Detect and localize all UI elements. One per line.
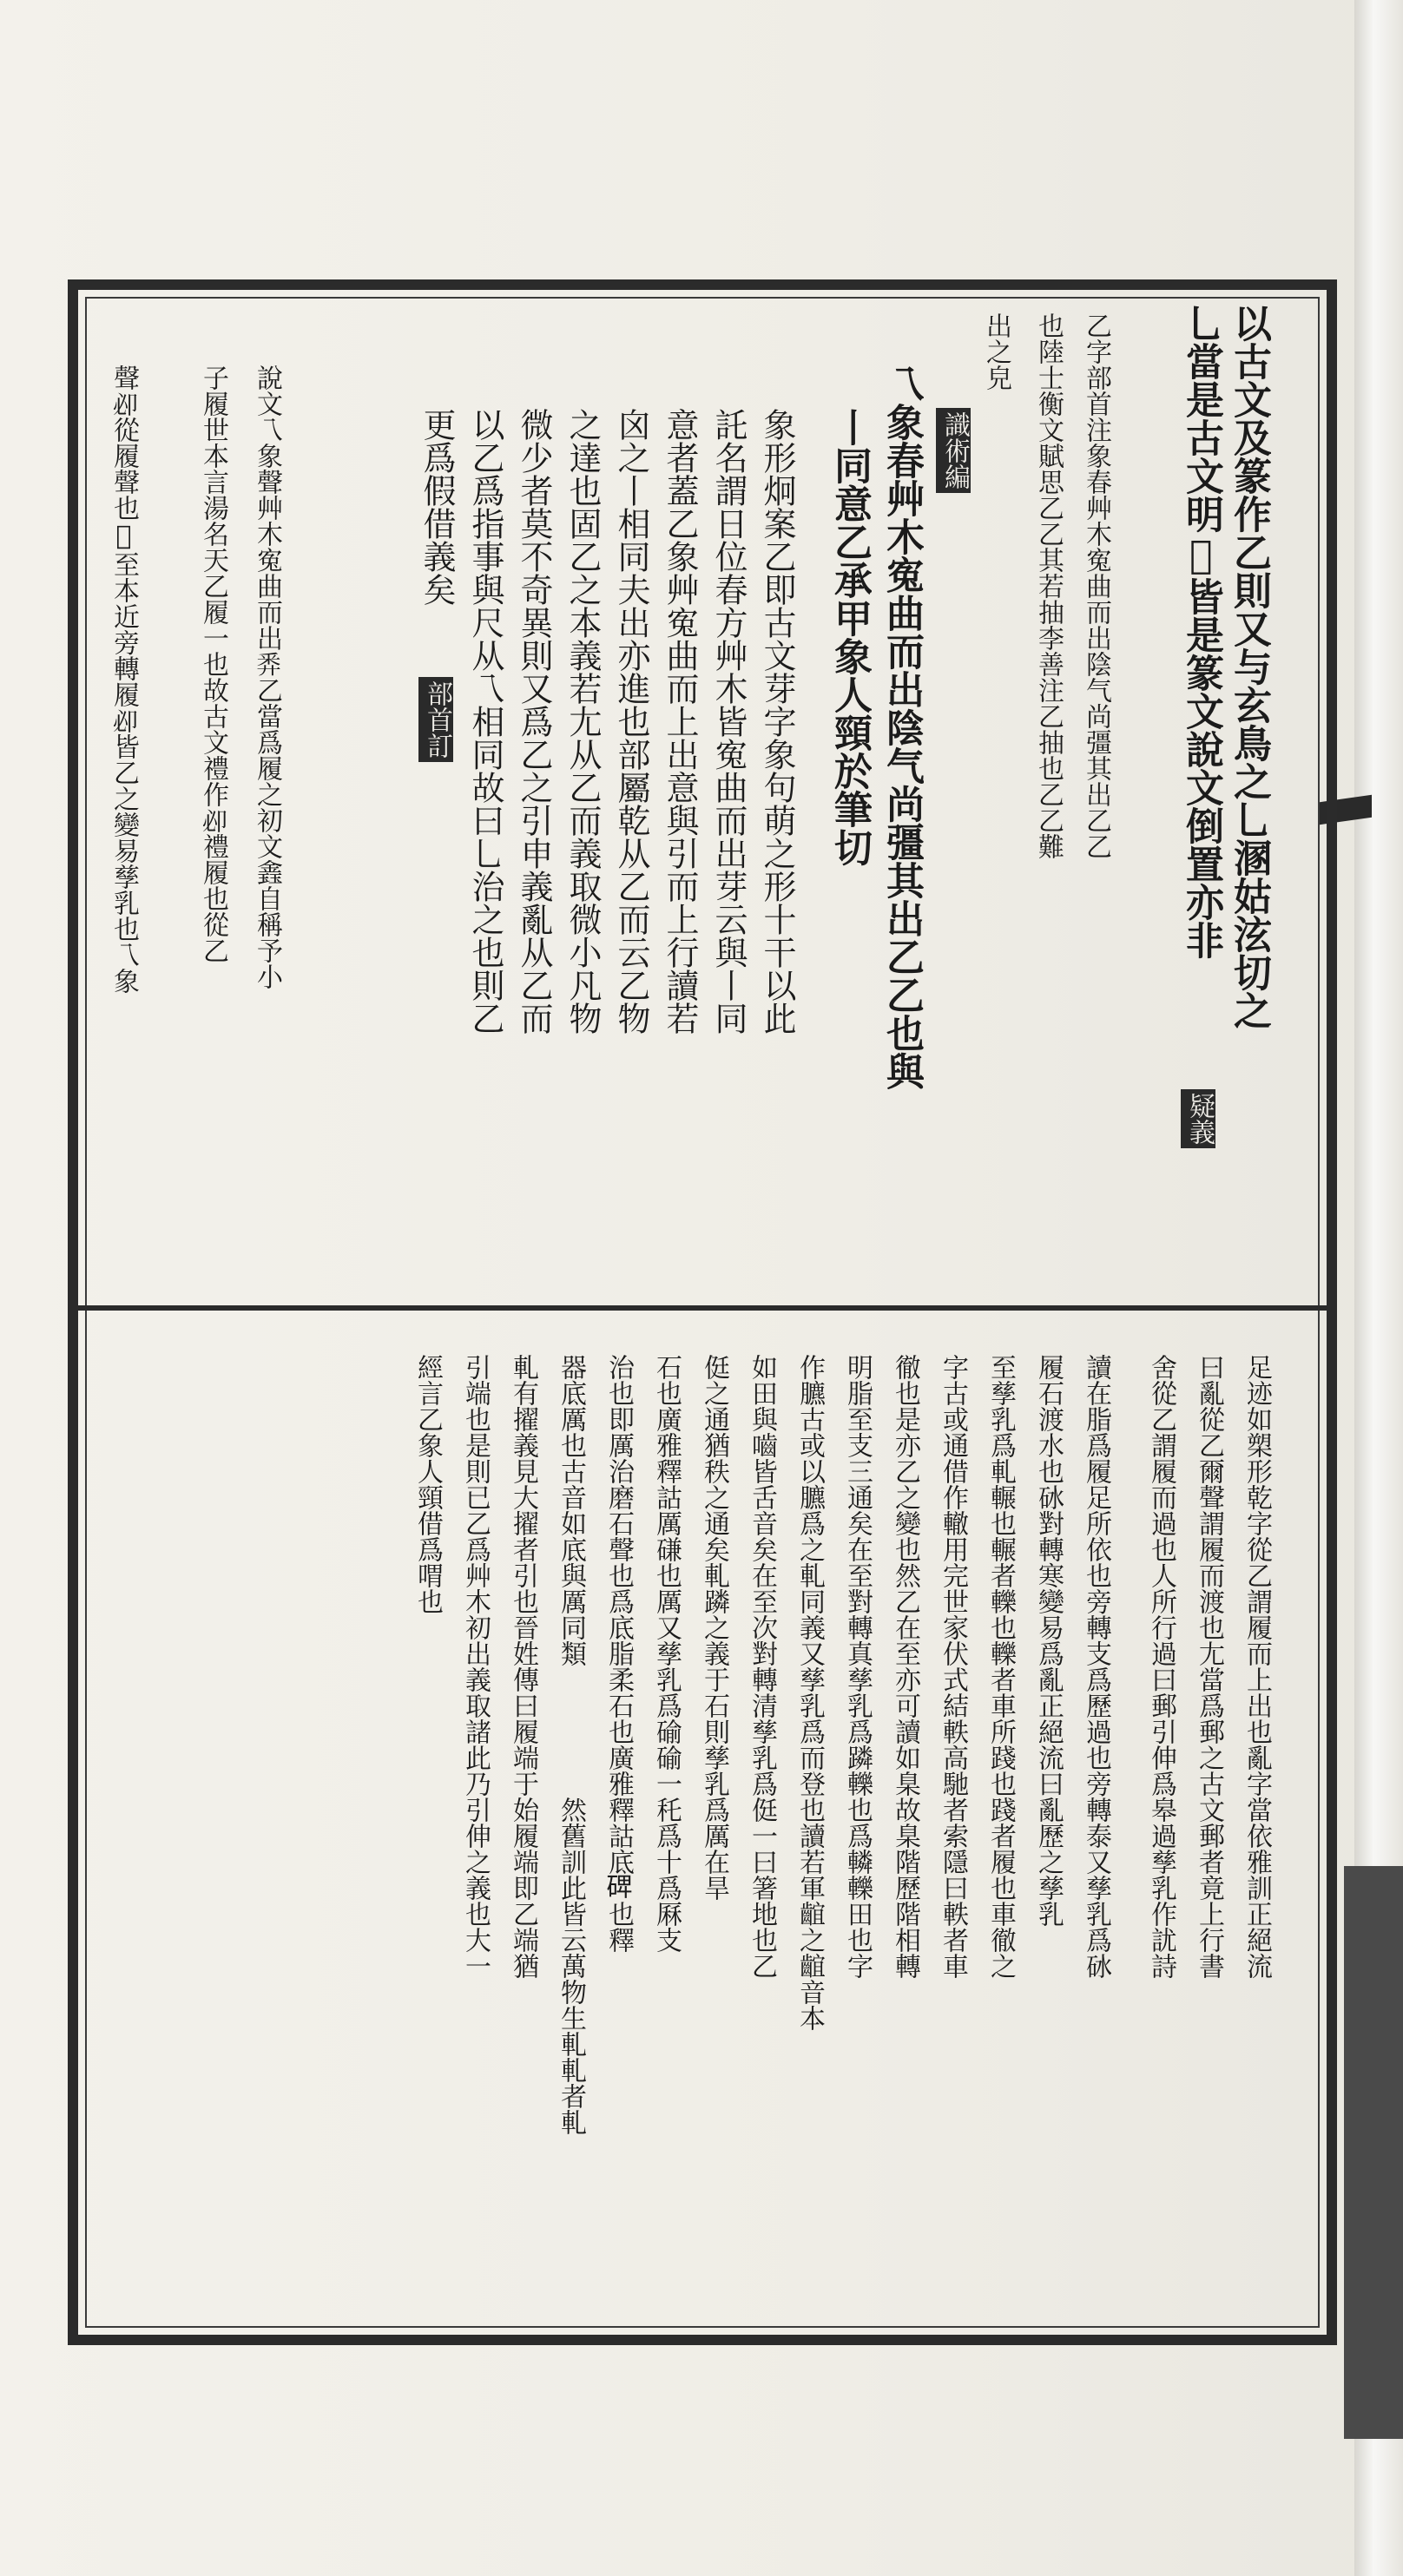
- binding-shadow: [1344, 1866, 1403, 2439]
- upper-col-5: 出之皃: [981, 312, 1011, 391]
- lower-col-5: 履石渡水也砅對轉寒變易爲亂正絕流曰亂歷之孳乳: [1033, 1354, 1064, 1927]
- lower-col-18: 引端也是則已乙爲艸木初出義取諸此乃引伸之義也大一: [460, 1354, 491, 1979]
- upper-col-6: 乁象春艸木寃曲而出陰气尚彊其出乙乙也與: [879, 365, 924, 1090]
- upper-col-4: 也陸士衡文賦思乙乙其若抽李善注乙抽也乙乙難: [1033, 312, 1064, 859]
- lower-col-14: 治也即厲治磨石聲也爲底脂柔石也廣雅釋詁底𥓓也釋: [603, 1354, 634, 1953]
- upper-col-13: 微少者莫不奇異則又爲乙之引申義亂从乙而: [515, 408, 553, 1035]
- lower-col-15: 器底厲也古音如底與厲同類: [556, 1354, 586, 1666]
- lower-col-6: 至孳乳爲軋輾也輾者轢也轢者車所踐也踐者履也車徹之: [985, 1354, 1016, 1979]
- upper-col-2: 乚當是古文明𣆪皆是篆文說文倒置亦非: [1179, 304, 1223, 959]
- lower-col-17: 軋有擢義見大擢者引也晉姓傳曰履端于始履端即乙端猶: [508, 1354, 538, 1979]
- lower-col-10: 作臕古或以臕爲之軋同義又孳乳爲而登也讀若軍𪘲之𪘲音本: [794, 1354, 825, 2031]
- lower-col-4: 讀在脂爲履足所依也旁轉支爲歷過也旁轉泰又孳乳爲砅: [1081, 1354, 1111, 1979]
- upper-col-15: 更爲假借義矣: [418, 408, 456, 606]
- section-divider: [68, 1305, 1337, 1311]
- lower-col-9: 明脂至支三通矣在至對轉真孳乳爲蹸轢也爲轔轢田也字: [842, 1354, 873, 1979]
- lower-col-8: 徹也是亦乙之變也然乙在至亦可讀如臬故臬階歷階相轉: [890, 1354, 920, 1979]
- lower-col-3: 舍從乙謂履而過也人所行過曰郵引伸爲皋過孳乳作訧詩: [1146, 1354, 1176, 1979]
- upper-col-12: 之達也固乙之本義若尢从乙而義取微小凡物: [563, 408, 602, 1035]
- upper-col-9: 託名謂日位春方艸木皆寃曲而出芽云與丨同: [709, 408, 748, 1035]
- upper-col-3: 乙字部首注象春艸木寃曲而出陰气尚彊其出乙乙: [1081, 312, 1111, 859]
- upper-col-2-badge: 疑義: [1181, 1089, 1215, 1148]
- lower-col-7: 字古或通借作轍用完世家伏式結軼高馳者索隱曰軼者車: [938, 1354, 968, 1979]
- lower-col-1: 足迹如槊形乾字從乙謂履而上出也亂字當依雅訓正絕流: [1242, 1354, 1272, 1979]
- upper-col-17: 子履世本言湯名天乙履一也故古文禮作𠨘禮履也從乙: [198, 365, 228, 963]
- lower-col-2: 曰亂從乙爾聲謂履而渡也尢當爲郵之古文郵者竟上行書: [1194, 1354, 1224, 1979]
- lower-col-16: 然舊訓此皆云萬物生軋軋者軋: [556, 1797, 586, 2135]
- upper-col-15-badge: 部首訂: [418, 677, 453, 762]
- lower-col-19: 經言乙象人頸借爲喟也: [412, 1354, 443, 1614]
- upper-col-7: 丨同意乙承甲象人頸於筆切: [827, 408, 872, 866]
- lower-col-11: 如田與嚙皆舌音矣在至次對轉清孳乳爲侹一曰箸地也乙: [747, 1354, 777, 1979]
- upper-col-1: 以古文及篆作乙則又与玄鳥之乚溷姑泫切之: [1227, 304, 1271, 1029]
- lower-col-12: 侹之通猶秩之通矣軋蹸之義于石則孳乳爲厲在旱: [699, 1354, 729, 1901]
- upper-col-8: 象形炯案乙即古文芽字象句萌之形十干以此: [758, 408, 796, 1035]
- upper-col-18: 聲𠨘從履聲也𥈌至本近旁轉履𠨘皆乙之變易孳乳也乁象: [109, 365, 139, 994]
- lower-col-13: 石也廣雅釋詁厲磏也厲又孳乳爲䃋䃋一秅爲十爲厤支: [651, 1354, 682, 1953]
- upper-col-11: 囟之丨相同夫出亦進也部屬乾从乙而云乙物: [612, 408, 650, 1035]
- upper-col-10: 意者蓋乙象艸寃曲而上出意與引而上行讀若: [661, 408, 699, 1035]
- upper-col-16: 說文乁象聲艸木寃曲而出𢍏乙當爲履之初文𨫎自稱予小: [252, 365, 282, 989]
- upper-col-14: 以乙爲指事與尺从乁相同故曰乚治之也則乙: [466, 408, 504, 1035]
- upper-col-5-badge: 識術編: [936, 408, 971, 493]
